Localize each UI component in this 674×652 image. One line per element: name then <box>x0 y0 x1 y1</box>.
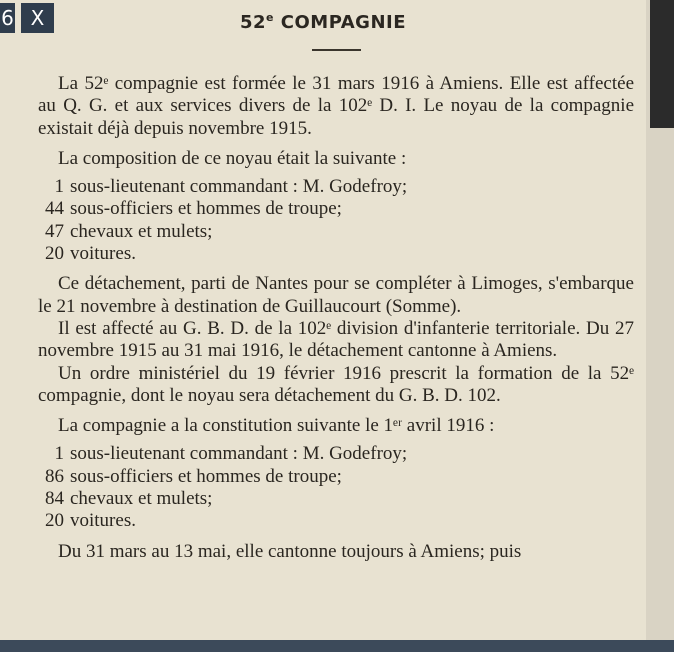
constitution-list <box>38 443 634 532</box>
back-button[interactable] <box>0 3 15 33</box>
paragraph-5: Un ordre ministériel du 19 février 1916 prescrit la formation de la 52ᵉ compagnie, dont le noyau sera détachement du G. B. D. 102. <box>38 362 634 406</box>
list-item: 86 sous-officiers et hommes de troupe; <box>45 465 342 487</box>
list-item: 47 chevaux et mulets; <box>45 220 213 242</box>
paragraph-4: Il est affecté au G. B. D. de la 102ᵉ division d'infanterie territoriale. Du 27 novembre 1915 au 31 mai 1916, le détachement cantonne à Amiens. <box>38 317 634 362</box>
list-item: 84 chevaux et mulets; <box>45 488 213 510</box>
paragraph-3: Ce détachement, parti de Nantes pour se compléter à Limoges, s'embarque le 21 novembre à destination de Guillaucourt (Somme). <box>38 273 634 317</box>
list-item: 20 voitures. <box>45 510 136 532</box>
back-icon: 6 <box>1 6 14 30</box>
page-title <box>0 12 646 33</box>
list-item: 44 sous-officiers et hommes de troupe; <box>45 198 342 220</box>
bottom-bar <box>0 640 674 652</box>
list-item: 1 sous-lieutenant commandant : M. Godefroy; <box>54 176 408 198</box>
title-label: COMPAGNIE <box>280 12 407 33</box>
paragraph-1: La 52ᵉ compagnie est formée le 31 mars 1916 à Amiens. Elle est affectée au Q. G. et aux services divers de la 102ᵉ D. I. Le noyau de la compagnie existait déjà depuis novembre 1915. <box>38 73 634 139</box>
document-body <box>38 73 634 563</box>
close-button[interactable] <box>21 3 54 33</box>
title-number: 52 <box>239 12 267 33</box>
close-icon: X <box>30 6 45 30</box>
scrollbar-thumb[interactable] <box>650 0 674 128</box>
title-rule <box>312 49 361 51</box>
paragraph-6: La compagnie a la constitution suivante le 1ᵉʳ avril 1916 : <box>58 415 495 437</box>
list-item: 20 voitures. <box>45 243 136 265</box>
title-superscript: e <box>266 11 274 24</box>
composition-list <box>38 176 634 265</box>
paragraph-7: Du 31 mars au 13 mai, elle cantonne toujours à Amiens; puis <box>58 540 522 562</box>
list-item: 1 sous-lieutenant commandant : M. Godefroy; <box>54 443 408 465</box>
paragraph-2: La composition de ce noyau était la suivante : <box>58 147 407 169</box>
